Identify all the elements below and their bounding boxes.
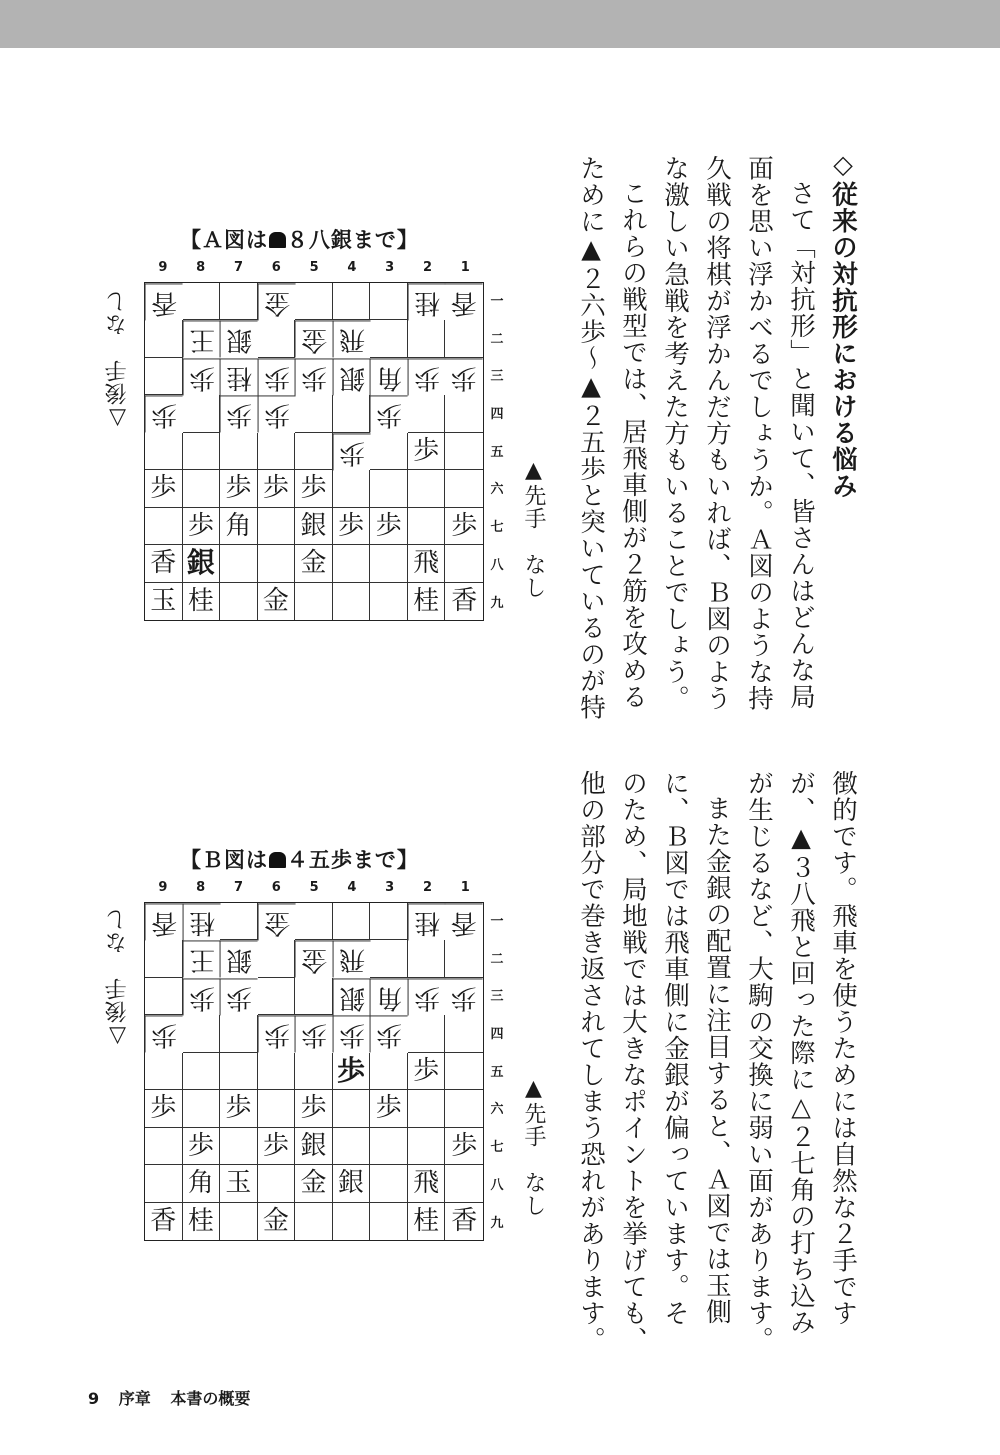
file-label: 7 <box>233 260 244 275</box>
board-piece: 歩 <box>183 358 221 395</box>
file-label: 1 <box>460 260 470 275</box>
diagram-a-title <box>180 224 419 254</box>
board-piece: 飛 <box>333 940 371 977</box>
board-piece: 歩 <box>295 470 333 507</box>
file-label: 1 <box>460 880 470 895</box>
gote-hand: △後手 なし <box>105 290 130 431</box>
board-piece: 角 <box>183 1165 221 1202</box>
board-square <box>145 1165 183 1202</box>
text-line: これらの戦型では、居飛車側が２筋を攻める <box>618 180 648 710</box>
board-piece: 歩 <box>220 1090 258 1127</box>
board-piece: 歩 <box>145 395 183 432</box>
board-piece: 歩 <box>408 358 446 395</box>
board-piece: 角 <box>370 978 408 1015</box>
board-piece: 金 <box>295 940 333 977</box>
rank-label: 一 <box>490 914 504 929</box>
board-square <box>295 903 333 940</box>
board-square <box>408 320 446 357</box>
rank-label: 二 <box>490 331 504 347</box>
diagram-b-title-post: ４五歩まで】 <box>286 848 419 872</box>
board-square <box>370 320 408 357</box>
file-labels <box>144 880 484 895</box>
board-square <box>183 1090 221 1127</box>
board-square <box>370 1203 408 1240</box>
text-line: 面を思い浮かべるでしょうか。Ａ図のような持 <box>744 155 774 712</box>
board-piece: 金 <box>295 545 333 582</box>
board-piece: 銀 <box>220 320 258 357</box>
board-square <box>220 1053 258 1090</box>
board-piece: 桂 <box>408 903 446 940</box>
file-label: 2 <box>422 880 432 895</box>
board-square <box>220 433 258 470</box>
rank-labels <box>487 283 507 622</box>
sente-piece-icon <box>269 852 285 868</box>
file-labels <box>144 260 484 275</box>
text-line: に、Ｂ図では飛車側に金銀が偏っています。そ <box>660 770 690 1327</box>
board-square <box>370 433 408 470</box>
board-square <box>333 470 371 507</box>
board-square <box>445 1053 483 1090</box>
page-footer <box>88 1386 264 1409</box>
board-square <box>333 1090 371 1127</box>
board-piece: 飛 <box>408 1165 446 1202</box>
board-piece: 香 <box>145 283 183 320</box>
file-label: 5 <box>309 880 319 895</box>
board-piece: 王 <box>183 320 221 357</box>
board-square <box>408 1090 446 1127</box>
board-piece: 飛 <box>408 545 446 582</box>
file-label: 6 <box>271 260 281 275</box>
board-piece: 飛 <box>333 320 371 357</box>
board-square <box>333 545 371 582</box>
board-piece: 歩 <box>370 395 408 432</box>
board-square <box>258 1053 296 1090</box>
board-piece: 香 <box>145 1203 183 1240</box>
board-piece: 歩 <box>258 1015 296 1052</box>
rank-label: 八 <box>490 557 504 573</box>
chapter-title: 本書の概要 <box>170 1389 251 1408</box>
rank-label: 九 <box>490 1215 504 1231</box>
board-piece: 歩 <box>183 978 221 1015</box>
board-square <box>370 903 408 940</box>
board-square <box>145 358 183 395</box>
board-square <box>183 433 221 470</box>
board-square <box>408 508 446 545</box>
file-label: 4 <box>347 880 357 895</box>
board-square <box>220 1015 258 1052</box>
board-piece: 銀 <box>333 358 371 395</box>
board-square <box>220 1203 258 1240</box>
file-label: 8 <box>196 260 206 275</box>
board-piece: 歩 <box>408 433 446 470</box>
board-piece: 桂 <box>408 583 446 620</box>
board-square <box>333 395 371 432</box>
board-piece: 歩 <box>445 978 483 1015</box>
board-piece: 金 <box>258 903 296 940</box>
file-label: 8 <box>196 880 206 895</box>
board-square <box>370 1053 408 1090</box>
text-line: さて「対抗形」と聞いて、皆さんはどんな局 <box>786 180 816 710</box>
rank-label: 九 <box>490 595 504 611</box>
board-square <box>445 1090 483 1127</box>
board-piece: 角 <box>370 358 408 395</box>
board-piece: 桂 <box>183 903 221 940</box>
board-square <box>258 545 296 582</box>
board-piece: 桂 <box>408 283 446 320</box>
board-square <box>220 903 258 940</box>
board-square <box>370 283 408 320</box>
board-piece: 歩 <box>295 1015 333 1052</box>
rank-label: 六 <box>490 482 504 498</box>
board-piece: 金 <box>258 283 296 320</box>
board-square <box>295 283 333 320</box>
rank-label: 三 <box>490 989 504 1005</box>
rank-label: 四 <box>490 407 504 423</box>
board-piece: 桂 <box>220 358 258 395</box>
board-piece: 桂 <box>183 1203 221 1240</box>
board-square <box>445 470 483 507</box>
board-square <box>258 320 296 357</box>
board-square <box>408 1128 446 1165</box>
board-piece: 玉 <box>220 1165 258 1202</box>
board-piece: 歩 <box>333 508 371 545</box>
board-piece: 歩 <box>220 395 258 432</box>
board-square <box>408 395 446 432</box>
file-label: 7 <box>233 880 244 895</box>
board-square <box>370 545 408 582</box>
board-square <box>445 433 483 470</box>
chapter-label: 序章 <box>118 1389 151 1408</box>
rank-label: 八 <box>490 1177 504 1193</box>
diagram-b-title-pre: 【Ｂ図は <box>180 848 268 872</box>
board-piece: 歩 <box>258 395 296 432</box>
board-square <box>145 1053 183 1090</box>
board-square <box>145 1128 183 1165</box>
board-square <box>220 545 258 582</box>
board-piece: 金 <box>258 583 296 620</box>
board-piece: 香 <box>145 545 183 582</box>
board-square <box>145 320 183 357</box>
board-piece: 歩 <box>445 358 483 395</box>
rank-label: 七 <box>490 520 504 536</box>
board-square <box>220 1128 258 1165</box>
board-piece: 歩 <box>408 1053 446 1090</box>
board-piece: 桂 <box>408 1203 446 1240</box>
shogi-board-b <box>144 902 484 1241</box>
board-piece: 歩 <box>145 1090 183 1127</box>
file-label: 6 <box>271 880 281 895</box>
board-square <box>408 1015 446 1052</box>
rank-label: 七 <box>490 1140 504 1156</box>
board-piece: 歩 <box>145 1015 183 1052</box>
board-piece: 歩 <box>258 470 296 507</box>
board-square <box>445 545 483 582</box>
board-square <box>333 283 371 320</box>
board-piece: 歩 <box>445 1128 483 1165</box>
shogi-board-a <box>144 282 484 621</box>
file-label: 3 <box>385 260 395 275</box>
board-square <box>445 1015 483 1052</box>
board-piece: 香 <box>145 903 183 940</box>
diagram-a-title-pre: 【Ａ図は <box>180 228 268 252</box>
file-label: 4 <box>347 260 357 275</box>
board-piece: 角 <box>220 508 258 545</box>
page-number: 9 <box>88 1389 100 1408</box>
board-piece: 歩 <box>295 358 333 395</box>
sente-piece-icon <box>269 232 285 248</box>
board-square <box>220 283 258 320</box>
board-piece: 銀 <box>220 940 258 977</box>
board-piece: 銀 <box>333 978 371 1015</box>
board-square <box>445 1165 483 1202</box>
diagram-b-title <box>180 844 419 874</box>
board-piece: 歩 <box>370 1015 408 1052</box>
text-line: 久戦の将棋が浮かんだ方もいれば、Ｂ図のよう <box>702 155 732 712</box>
board-square <box>445 395 483 432</box>
board-piece: 歩 <box>333 1053 371 1090</box>
board-piece: 金 <box>258 1203 296 1240</box>
text-line: ために▲２六歩～▲２五歩と突いているのが特 <box>576 155 606 721</box>
file-label: 9 <box>158 880 168 895</box>
board-square <box>258 1165 296 1202</box>
rank-label: 二 <box>490 951 504 967</box>
board-square <box>408 940 446 977</box>
board-square <box>408 470 446 507</box>
board-square <box>333 1128 371 1165</box>
text-line: 徴的です。飛車を使うためには自然な２手です <box>828 770 858 1327</box>
board-square <box>258 940 296 977</box>
board-piece: 玉 <box>145 583 183 620</box>
board-piece: 銀 <box>295 508 333 545</box>
header-bar <box>0 0 1000 48</box>
board-square <box>295 1053 333 1090</box>
board-piece: 歩 <box>220 978 258 1015</box>
board-square <box>295 433 333 470</box>
board-piece: 香 <box>451 586 478 617</box>
board-piece: 桂 <box>183 583 221 620</box>
board-square <box>183 1053 221 1090</box>
board-piece: 歩 <box>295 1090 333 1127</box>
board-square <box>333 1203 371 1240</box>
board-square <box>295 978 333 1015</box>
board-square <box>183 470 221 507</box>
board-square <box>333 583 371 620</box>
board-square <box>258 1090 296 1127</box>
file-label: 2 <box>422 260 432 275</box>
text-line: が生じるなど、大駒の交換に弱い面があります。 <box>744 770 774 1353</box>
board-piece: 歩 <box>370 1090 408 1127</box>
board-square <box>220 583 258 620</box>
board-square <box>258 433 296 470</box>
board-piece: 歩 <box>258 1128 296 1165</box>
rank-label: 五 <box>490 444 504 460</box>
board-square <box>370 940 408 977</box>
board-piece: 歩 <box>333 1015 371 1052</box>
board-square <box>333 903 371 940</box>
sente-hand: ▲先手 なし <box>521 1076 546 1217</box>
board-square <box>183 283 221 320</box>
rank-label: 一 <box>490 294 504 309</box>
board-square <box>258 508 296 545</box>
board-piece: 歩 <box>333 433 371 470</box>
board-piece: 金 <box>295 1165 333 1202</box>
text-line: また金銀の配置に注目すると、Ａ図では玉側 <box>702 795 732 1325</box>
board-square <box>370 583 408 620</box>
file-label: 9 <box>158 260 168 275</box>
file-label: 5 <box>309 260 319 275</box>
board-piece: 歩 <box>445 508 483 545</box>
board-square <box>145 940 183 977</box>
board-square <box>370 1165 408 1202</box>
text-line: 他の部分で巻き返されてしまう恐れがあります。 <box>576 770 606 1353</box>
board-piece: 歩 <box>370 508 408 545</box>
rank-label: 三 <box>490 369 504 385</box>
board-square <box>295 583 333 620</box>
diagram-a-title-post: ８八銀まで】 <box>286 228 419 252</box>
text-line: のため、局地戦では大きなポイントを挙げても、 <box>618 770 648 1353</box>
board-square <box>258 978 296 1015</box>
board-square <box>370 1128 408 1165</box>
board-piece: 歩 <box>408 978 446 1015</box>
board-piece: 歩 <box>183 1128 221 1165</box>
board-piece: 歩 <box>183 508 221 545</box>
rank-label: 四 <box>490 1027 504 1043</box>
text-line: な激しい急戦を考えた方もいることでしょう。 <box>660 155 690 712</box>
board-square <box>183 1015 221 1052</box>
board-square <box>145 433 183 470</box>
file-label: 3 <box>385 880 395 895</box>
board-piece: 王 <box>183 940 221 977</box>
board-piece: 銀 <box>183 545 221 582</box>
board-piece: 香 <box>445 283 483 320</box>
board-square <box>445 320 483 357</box>
rank-labels <box>487 903 507 1242</box>
board-square <box>145 508 183 545</box>
board-piece: 歩 <box>145 470 183 507</box>
board-piece: 銀 <box>295 1128 333 1165</box>
board-square <box>370 470 408 507</box>
rank-label: 五 <box>490 1064 504 1080</box>
board-square <box>295 395 333 432</box>
sente-hand: ▲先手 なし <box>521 458 546 599</box>
board-square <box>183 395 221 432</box>
board-piece: 香 <box>445 903 483 940</box>
board-piece: 金 <box>295 320 333 357</box>
board-piece: 歩 <box>220 470 258 507</box>
board-square <box>445 940 483 977</box>
text-line: が、▲３八飛と回った際に△２七角の打ち込み <box>786 770 816 1336</box>
board-piece: 香 <box>451 1206 478 1237</box>
board-square <box>295 1203 333 1240</box>
board-piece: 歩 <box>258 358 296 395</box>
board-piece: 銀 <box>333 1165 371 1202</box>
section-heading: ◇従来の対抗形における悩み <box>828 150 858 499</box>
rank-label: 六 <box>490 1102 504 1118</box>
gote-hand: △後手 なし <box>105 908 130 1049</box>
board-square <box>145 978 183 1015</box>
